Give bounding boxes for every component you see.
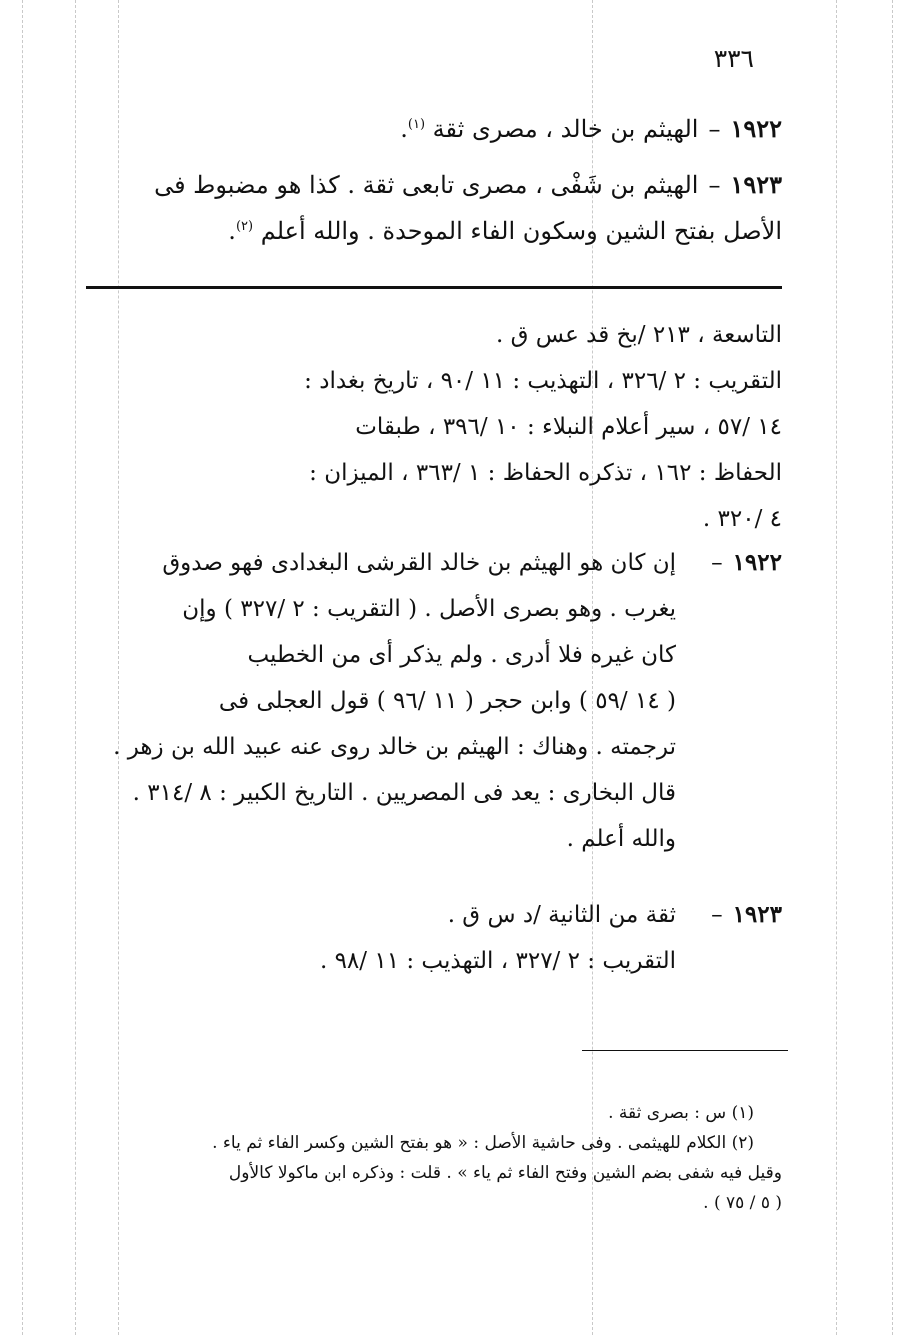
footnote-ref[interactable]: (٢) xyxy=(235,219,254,234)
entry-1923 xyxy=(92,162,782,254)
entry-1922 xyxy=(92,106,782,152)
note-dash: – xyxy=(711,902,723,928)
main-divider xyxy=(86,286,782,289)
page-number: ٣٣٦ xyxy=(713,44,754,73)
note-line: كان غيره فلا أدرى . ولم يذكر أى من الخطيب xyxy=(247,642,676,668)
note-line: الحفاظ : ١٦٢ ، تذكره الحفاظ : ١ /٣٦٣ ، الميزان : xyxy=(309,460,782,486)
footnote-divider xyxy=(582,1050,788,1051)
scan-grid-line xyxy=(836,0,837,1335)
footnote-2-line1: (٢) الكلام للهيثمى . وفى حاشية الأصل : « هو بفتح الشين وكسر الفاء ثم ياء . xyxy=(212,1133,754,1153)
notes-top xyxy=(92,312,782,542)
footnote-2-line3: ( ٥ / ٧٥ ) . xyxy=(703,1193,782,1213)
note-line: ثقة من الثانية /د س ق . xyxy=(447,902,676,928)
entry-dash: – xyxy=(708,115,721,143)
entry-text: الهيثم بن خالد ، مصرى ثقة xyxy=(432,115,699,143)
footnotes xyxy=(82,1098,782,1218)
scan-grid-line xyxy=(22,0,23,1335)
note-1922-number xyxy=(672,540,782,586)
note-line: يغرب . وهو بصرى الأصل . ( التقريب : ٢ /٣٢٧ ) وإن xyxy=(182,596,676,622)
note-number: ١٩٢٣ xyxy=(732,901,782,928)
entry-tail: . xyxy=(228,217,236,245)
note-line: إن كان هو الهيثم بن خالد القرشى البغدادى فهو صدوق xyxy=(162,550,676,576)
note-1923-number xyxy=(672,892,782,938)
note-line: التقريب : ٢ /٣٢٧ ، التهذيب : ١١ /٩٨ . xyxy=(319,948,676,974)
entry-number: ١٩٢٢ xyxy=(730,114,782,143)
scan-grid-line xyxy=(892,0,893,1335)
entry-text-line1: الهيثم بن شَفْى ، مصرى تابعى ثقة . كذا هو مضبوط فى xyxy=(154,171,699,199)
entry-number: ١٩٢٣ xyxy=(730,170,782,199)
note-line: ٤ /٣٢٠ . xyxy=(702,506,782,532)
entry-tail: . xyxy=(400,115,408,143)
note-1923-body xyxy=(86,892,676,984)
footnote-ref[interactable]: (١) xyxy=(407,117,426,132)
footnote-1: (١) س : بصرى ثقة . xyxy=(608,1103,754,1123)
note-line: قال البخارى : يعد فى المصريين . التاريخ الكبير : ٨ /٣١٤ . xyxy=(132,780,676,806)
note-line: ( ١٤ /٥٩ ) وابن حجر ( ١١ /٩٦ ) قول العجلى فى xyxy=(218,688,676,714)
entry-dash: – xyxy=(708,171,721,199)
note-line: والله أعلم . xyxy=(566,826,676,852)
note-line: التاسعة ، ٢١٣ /بخ قد عس ق . xyxy=(496,322,782,348)
note-line: التقريب : ٢ /٣٢٦ ، التهذيب : ١١ /٩٠ ، تاريخ بغداد : xyxy=(304,368,782,394)
footnote-2-line2: وقيل فيه شفى بضم الشين وفتح الفاء ثم ياء » . قلت : وذكره ابن ماكولا كالأول xyxy=(228,1163,782,1183)
note-line: ١٤ /٥٧ ، سير أعلام النبلاء : ١٠ /٣٩٦ ، طبقات xyxy=(355,414,782,440)
scan-grid-line xyxy=(75,0,76,1335)
note-1922-body xyxy=(86,540,676,862)
note-dash: – xyxy=(711,550,723,576)
note-line: ترجمته . وهناك : الهيثم بن خالد روى عنه عبيد الله بن زهر . xyxy=(113,734,676,760)
entry-text-line2: الأصل بفتح الشين وسكون الفاء الموحدة . والله أعلم xyxy=(260,217,782,245)
note-number: ١٩٢٢ xyxy=(732,549,782,576)
